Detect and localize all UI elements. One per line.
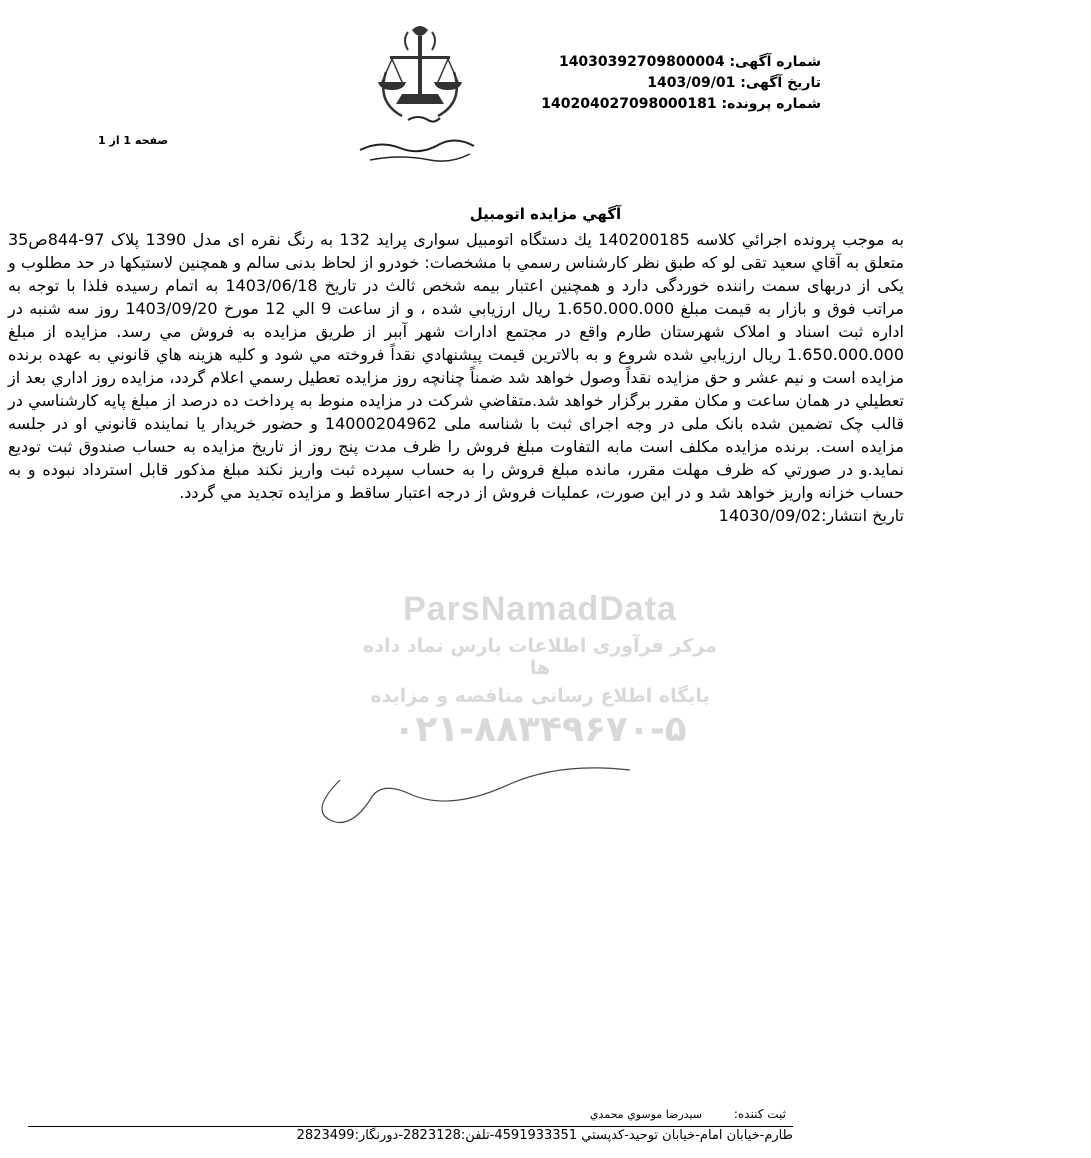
registrar-label: ثبت كننده: bbox=[733, 1107, 786, 1121]
notice-paragraph: به موجب پرونده اجرائي كلاسه 140200185 يك دستگاه اتومبيل سواری پرايد 132 به رنگ نقره ای مدل 1390 پلاک 97-844ص35 متعلق به آقاي سعيد تقی لو كه طبق نظر كارشناس رسمي با مشخصات: خودرو از لحاظ بدنی سالم و همچنين لاستيكها در حد مطلوب و يكی از دربهای سمت راننده خوردگی دارد و همچنين اعتبار بيمه شخص ثالث در تاريخ 1403/06/18 به اتمام رسيده فلذا با توجه به مراتب فوق و بازار به قيمت مبلغ 1.650.000.000 ريال ارزيابي شده ، و از ساعت 9 الي 12 مورخ 1403/09/20 روز سه شنبه در اداره ثبت اسناد و املاک شهرستان طارم واقع در مجتمع ادارات شهر آببر از طريق مزايده به فروش مي رسد. مزايده از مبلغ 1.650.000.000 ريال ارزيابي شده شروع و به بالاترين قيمت پيشنهادي نقداً فروخته مي شود و كليه هزينه هاي قانوني به عهده برنده مزايده است و نيم عشر و حق مزايده نقداً وصول خواهد شد ضمناً چنانچه روز مزايده تعطيل رسمي اعلام گردد، مزايده روز اداري بعد از تعطيلي در همان ساعت و مكان مقرر برگزار خواهد شد.متقاضي شركت در مزايده منوط به پرداخت ده درصد از مبلغ پايه كارشناسي در قالب چک تضمين شده بانک ملی در وجه اجرای ثبت با شناسه ملی 14000204962 و حضور خريدار يا نماينده قانوني او در جلسه مزايده است. برنده مزايده مكلف است مابه التفاوت مبلغ فروش را ظرف مدت پنج روز از تاريخ مزايده به حساب صندوق ثبت توديع نمايد.و در صورتي كه ظرف مهلت مقرر، مانده مبلغ فروش را به حساب سپرده ثبت واريز نكند مبلغ مذكور قابل استرداد نبوده و به حساب خزانه واريز خواهد شد و در اين صورت، عمليات فروش از درجه اعتبار ساقط و مزايده تجديد مي گردد. bbox=[8, 230, 905, 502]
notice-number-row bbox=[541, 52, 821, 73]
watermark-line1: مرکز فرآوری اطلاعات پارس نماد داده ها bbox=[363, 635, 717, 679]
notice-number-label: شماره آگهی: bbox=[729, 54, 821, 70]
notice-number: 14030392709800004 bbox=[558, 54, 725, 70]
registrar-name: سيدرضا موسوي محمدي bbox=[589, 1108, 703, 1121]
signature-mark bbox=[300, 760, 700, 840]
publish-label: تاريخ انتشار: bbox=[821, 506, 904, 525]
notice-date-label: تاریخ آگهی: bbox=[740, 75, 821, 91]
file-number: 140204027098000181 bbox=[541, 96, 717, 112]
notice-date-row bbox=[541, 73, 821, 94]
registrar-line bbox=[590, 1107, 786, 1121]
watermark-brand: ParsNamadData bbox=[403, 590, 677, 628]
notice-meta bbox=[541, 52, 821, 115]
publish-date: 14030/09/02 bbox=[718, 506, 822, 525]
watermark-phone: ۰۲۱-۸۸۳۴۹۶۷۰-۵ bbox=[393, 709, 687, 750]
judiciary-emblem bbox=[350, 22, 490, 172]
notice-body bbox=[8, 228, 904, 527]
watermark-line2: پايگاه اطلاع رسانی مناقصه و مزايده bbox=[370, 685, 710, 707]
file-number-label: شماره پرونده: bbox=[721, 96, 821, 112]
publish-line bbox=[8, 504, 904, 527]
page-number-label: صفحه 1 از 1 bbox=[98, 134, 169, 147]
office-address: طارم-خيابان امام-خيابان توحيد-كدپستي 4591933351-تلفن:2823128-دورنگار:2823499 bbox=[296, 1128, 793, 1143]
watermark bbox=[360, 590, 720, 750]
footer-divider bbox=[28, 1126, 793, 1127]
notice-date: 1403/09/01 bbox=[647, 75, 736, 91]
document-title: آگهي مزايده اتومبيل bbox=[469, 205, 622, 223]
file-number-row bbox=[541, 94, 821, 115]
signature-squiggle-icon bbox=[300, 760, 700, 840]
scales-of-justice-emblem-icon bbox=[350, 22, 490, 172]
